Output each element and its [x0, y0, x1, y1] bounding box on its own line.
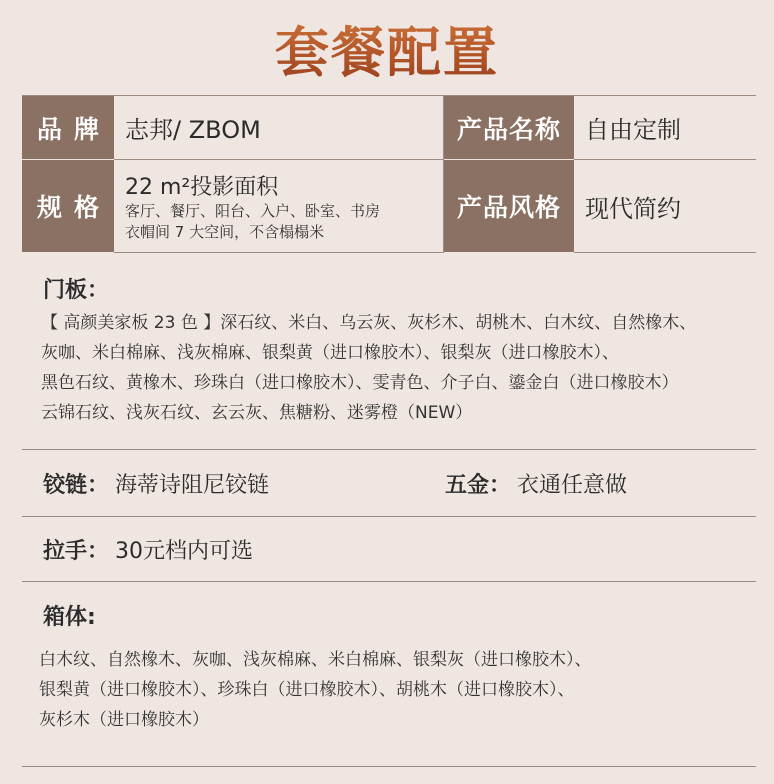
door-label: 门板：: [43, 278, 110, 303]
handle-label: 拉手：: [43, 538, 110, 564]
style-label: 产品风格: [444, 160, 574, 253]
door-line: 灰咖、米白棉麻、浅灰棉麻、银梨黄（进口橡胶木）、银梨灰（进口橡胶木）、: [41, 343, 619, 363]
cabinet-line: 银梨黄（进口橡胶木）、珍珠白（进口橡胶木）、胡桃木（进口橡胶木）、: [39, 680, 575, 700]
hardware-group: [445, 468, 627, 499]
config-table: [22, 95, 756, 767]
size-label: 规格: [22, 160, 114, 253]
hinge-group: [43, 468, 445, 499]
hardware-value: 衣通任意做: [517, 472, 628, 498]
page-title: 套餐配置: [0, 10, 774, 87]
cabinet-line: 灰杉木（进口橡胶木）: [39, 710, 209, 730]
product-name-label: 产品名称: [444, 96, 574, 160]
hinge-label: 铰链：: [43, 472, 110, 498]
product-name-value-text: 自由定制: [585, 116, 681, 144]
cabinet-label: 箱体:: [43, 605, 96, 630]
door-line: 黑色石纹、黄橡木、珍珠白（进口橡胶木）、雯青色、介子白、鎏金白（进口橡胶木）: [41, 373, 679, 393]
spec-grid: [22, 96, 756, 253]
door-line: 云锦石纹、浅灰石纹、玄云灰、焦糖粉、迷雾橙（NEW）: [41, 403, 473, 423]
size-value-text: 22 m²投影面积: [125, 174, 279, 200]
style-value-text: 现代简约: [585, 194, 681, 223]
product-name-value: [574, 96, 756, 160]
handle-row: [22, 517, 756, 582]
brand-value: [114, 96, 444, 160]
size-detail-2: 衣帽间 7 大空间，不含榻榻米: [125, 222, 325, 241]
cabinet-line: 白木纹、自然橡木、灰咖、浅灰棉麻、米白棉麻、银梨灰（进口橡胶木）、: [39, 650, 592, 670]
door-section: [22, 253, 756, 450]
size-value: [114, 160, 444, 253]
brand-value-text: 志邦/ ZBOM: [125, 116, 261, 144]
size-detail-1: 客厅、餐厅、阳台、入户、卧室、书房: [125, 201, 381, 220]
style-value: [574, 160, 756, 253]
cabinet-section: [22, 582, 756, 767]
door-line: 【 高颜美家板 23 色 】深石纹、米白、乌云灰、灰杉木、胡桃木、白木纹、自然橡木、: [41, 313, 697, 333]
hardware-label: 五金：: [445, 472, 512, 498]
hinge-value: 海蒂诗阻尼铰链: [115, 472, 270, 498]
cabinet-body: [39, 645, 746, 735]
door-body: [41, 308, 746, 428]
brand-label: 品牌: [22, 96, 114, 160]
hinge-hardware-row: [22, 450, 756, 517]
handle-value: 30元档内可选: [115, 538, 254, 564]
